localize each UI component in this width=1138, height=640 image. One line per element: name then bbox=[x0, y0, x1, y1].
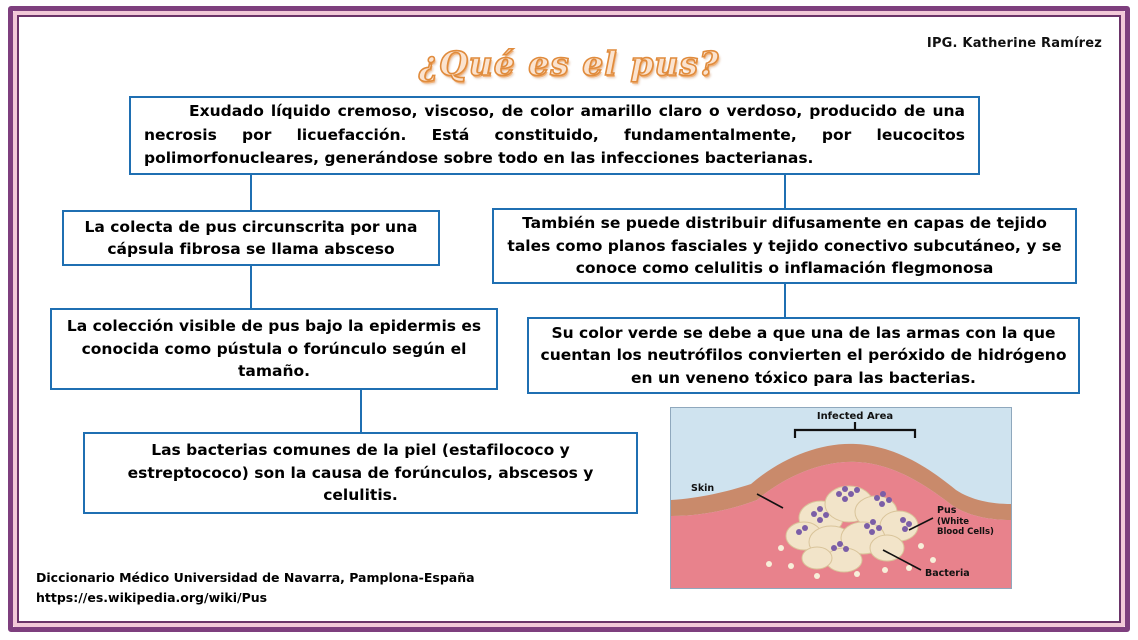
source-line-1: Diccionario Médico Universidad de Navarra, Pamplona-España bbox=[36, 570, 475, 586]
connector-pustule-bacteria bbox=[360, 390, 362, 432]
cellulitis-text: También se puede distribuir difusamente en capas de tejido tales como planos fasciales y tejido conectivo subcutáneo, y se conoce como celulitis o inflamación flegmonosa bbox=[507, 214, 1062, 278]
abscess-box bbox=[62, 210, 440, 266]
connector-abscess-pustule bbox=[250, 266, 252, 308]
illustration-label-infected-area: Infected Area bbox=[816, 411, 894, 422]
connector-main-down bbox=[250, 175, 252, 210]
bacteria-text: Las bacterias comunes de la piel (estafilococo y estreptococo) son la causa de forúnculos, abscesos y celulitis. bbox=[127, 441, 594, 505]
illustration-label-skin: Skin bbox=[691, 483, 715, 494]
bacteria-box bbox=[83, 432, 638, 514]
green-color-box bbox=[527, 317, 1080, 394]
connector-cellulitis-green bbox=[784, 284, 786, 317]
illustration-label-pus-2: (White bbox=[937, 517, 970, 527]
author-credit: IPG. Katherine Ramírez bbox=[926, 36, 1102, 51]
source-footer bbox=[36, 568, 475, 607]
illustration-label-pus-1: Pus bbox=[937, 505, 957, 516]
abscess-text: La colecta de pus circunscrita por una cápsula fibrosa se llama absceso bbox=[84, 217, 418, 258]
connector-main-down-right bbox=[784, 175, 786, 208]
green-color-text: Su color verde se debe a que una de las armas con la que cuentan los neutrófilos convierten el peróxido de hidrógeno en un veneno tóxico para las bacterias. bbox=[540, 323, 1067, 387]
definition-box bbox=[129, 96, 980, 175]
pustule-text: La colección visible de pus bajo la epidermis es conocida como pústula o forúnculo según el tamaño. bbox=[66, 317, 482, 381]
pustule-box bbox=[50, 308, 498, 390]
cellulitis-box bbox=[492, 208, 1077, 284]
source-line-2[interactable]: https://es.wikipedia.org/wiki/Pus bbox=[36, 589, 268, 605]
infected-area-illustration bbox=[670, 407, 1012, 589]
illustration-label-bacteria: Bacteria bbox=[925, 568, 970, 579]
illustration-label-pus-3: Blood Cells) bbox=[937, 527, 994, 537]
page-title-text: ¿Qué es el pus? bbox=[418, 44, 720, 83]
definition-text: Exudado líquido cremoso, viscoso, de color amarillo claro o verdoso, producido de una necrosis por licuefacción. Está constituido, fundamentalmente, por leucocitos polimorfonucleares, generándose sobre todo en las infecciones bacterianas. bbox=[144, 102, 965, 168]
